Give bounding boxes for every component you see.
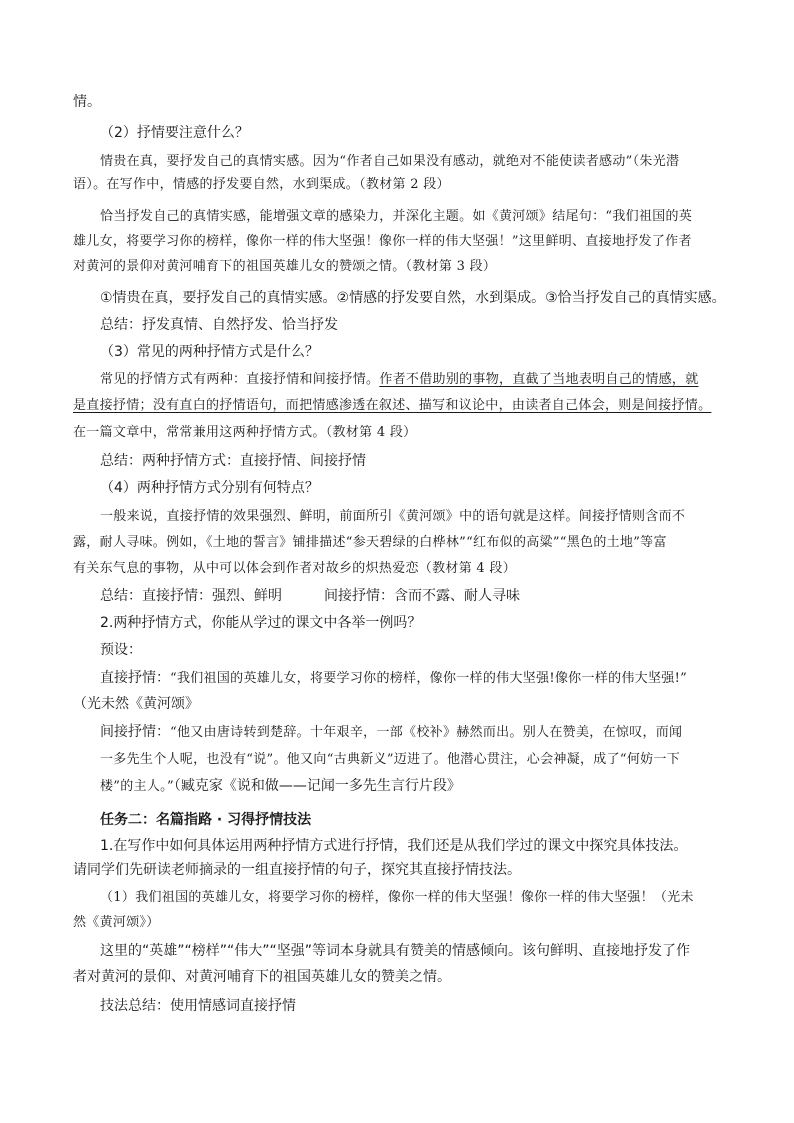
line-text: 情。	[73, 94, 101, 110]
text-line	[100, 941, 756, 961]
quote-text: “他又由唐诗转到楚辞。十年艰辛，一部《校补》赫然而出。别人在赞美，在惊叹，而闻	[170, 725, 683, 740]
text-line	[73, 559, 729, 579]
line-text: （4）两种抒情方式分别有何特点？	[100, 480, 319, 496]
text-line	[73, 423, 729, 443]
text-line	[100, 586, 756, 606]
text-line	[73, 533, 729, 553]
text-line	[100, 996, 756, 1016]
line-text: 雄儿女，将要学习你的榜样，像你一样的伟大坚强！像你一样的伟大坚强！”这里鲜明、直接地抒发了作者	[73, 234, 692, 249]
line-text: （1）我们祖国的英雄儿女，将要学习你的榜样，像你一样的伟大坚强！像你一样的伟大坚强！（光未	[100, 890, 694, 905]
line-text: ①情贵在真，要抒发自己的真情实感。②情感的抒发要自然，水到渠成。③恰当抒发自己的真情实感。	[100, 290, 726, 306]
text-line	[73, 232, 729, 252]
text-line	[100, 478, 756, 498]
text-line	[100, 750, 756, 770]
text-line	[100, 668, 756, 689]
line-text: 一多先生个人呢，也没有“说”。他又向“古典新义”迈进了。他潜心贯注，心会神凝，成了“何妨一下	[100, 752, 681, 767]
line-text: （3）常见的两种抒情方式是什么？	[100, 344, 319, 360]
text-line	[100, 613, 756, 633]
text-line	[100, 315, 756, 335]
quote-text: “我们祖国的英雄儿女，将要学习你的榜样，像你一样的伟大坚强!像你一样的伟大坚强!”	[170, 671, 688, 686]
text-line	[100, 507, 756, 527]
text-line	[100, 207, 756, 227]
line-label: 间接抒情：	[100, 724, 170, 740]
line-text: 语）。在写作中，情感的抒发要自然，水到渠成。（教材第 2 段）	[73, 177, 450, 192]
line-text: 者对黄河的景仰、对黄河哺育下的祖国英雄儿女的赞美之情。	[73, 969, 451, 985]
line-text: 2.两种抒情方式，你能从学过的课文中各举一例吗？	[100, 615, 422, 631]
text-line	[73, 694, 729, 714]
underlined-text: 作者不借助别的事物，直截了当地表明自己的情感，就	[379, 372, 699, 387]
line-text: 这里的“英雄”“榜样”“伟大”“坚强”等词本身就具有赞美的情感倾向。该句鲜明、直接地抒发了作	[100, 943, 691, 959]
text-line	[100, 888, 756, 908]
text-line	[100, 722, 756, 743]
text-line	[100, 123, 756, 143]
text-line	[100, 152, 756, 172]
quote-text: 楼”的主人。”	[100, 779, 174, 794]
line-text: 一般来说，直接抒情的效果强烈、鲜明，前面所引《黄河颂》中的语句就是这样。间接抒情则含而不	[100, 509, 686, 524]
line-text: 露，耐人寻味。例如，《土地的誓言》铺排描述“参天碧绿的白桦林”“红布似的高粱”“黑色的土地”等富	[73, 535, 667, 550]
line-text: 常见的抒情方式有两种：直接抒情和间接抒情。	[100, 372, 380, 387]
line-text: 是直接抒情；没有直白的抒情语句，而把情感渗透在叙述、描写和议论中，由读者自己体会，则是间接抒情。	[73, 398, 712, 413]
source-text: （臧克家《说和做——记闻一多先生言行片段》	[173, 778, 461, 794]
line-text: 恰当抒发自己的真情实感，能增强文章的感染力，并深化主题。如《黄河颂》结尾句：“我们祖国的英	[100, 209, 693, 224]
line-text: 技法总结：使用情感词直接抒情	[100, 998, 296, 1014]
text-line	[73, 92, 729, 112]
line-text: 对黄河的景仰对黄河哺育下的祖国英雄儿女的赞颂之情。（教材第 3 段）	[73, 259, 497, 274]
text-line	[73, 257, 729, 277]
text-line	[73, 175, 729, 195]
line-text: （2）抒情要注意什么？	[100, 125, 249, 141]
text-line	[100, 836, 756, 856]
text-line	[73, 860, 729, 880]
text-line	[100, 810, 756, 830]
line-text: 任务二：名篇指路 · 习得抒情技法	[100, 812, 312, 828]
text-line	[73, 913, 729, 933]
line-text: 在一篇文章中，常常兼用这两种抒情方式。（教材第 4 段）	[73, 425, 417, 440]
text-line	[100, 288, 756, 308]
line-text: 情贵在真，要抒发自己的真情实感。因为“作者自己如果没有感动，就绝对不能使读者感动”（朱光潜	[100, 154, 680, 169]
line-text: 总结：两种抒情方式：直接抒情、间接抒情	[100, 453, 366, 469]
line-text: 然《黄河颂》）	[73, 915, 160, 930]
text-line	[73, 967, 729, 987]
text-line	[100, 776, 756, 797]
line-text: 总结：直接抒情：强烈、鲜明 间接抒情：含而不露、耐人寻味	[100, 588, 520, 604]
line-text: 预设：	[100, 642, 142, 658]
line-text: 有关东气息的事物，从中可以体会到作者对故乡的炽热爱恋（教材第 4 段）	[73, 561, 517, 576]
text-line	[73, 396, 729, 416]
line-text: 1.在写作中如何具体运用两种抒情方式进行抒情，我们还是从我们学过的课文中探究具体技法。	[100, 838, 688, 854]
text-line	[100, 451, 756, 471]
text-line	[100, 342, 756, 362]
text-line	[100, 640, 756, 660]
line-text: 请同学们先研读老师摘录的一组直接抒情的句子，探究其直接抒情技法。	[73, 862, 521, 878]
text-line	[100, 370, 756, 390]
line-text: （光未然《黄河颂》	[73, 696, 199, 712]
line-label: 直接抒情：	[100, 670, 170, 686]
line-text: 总结：抒发真情、自然抒发、恰当抒发	[100, 317, 338, 333]
